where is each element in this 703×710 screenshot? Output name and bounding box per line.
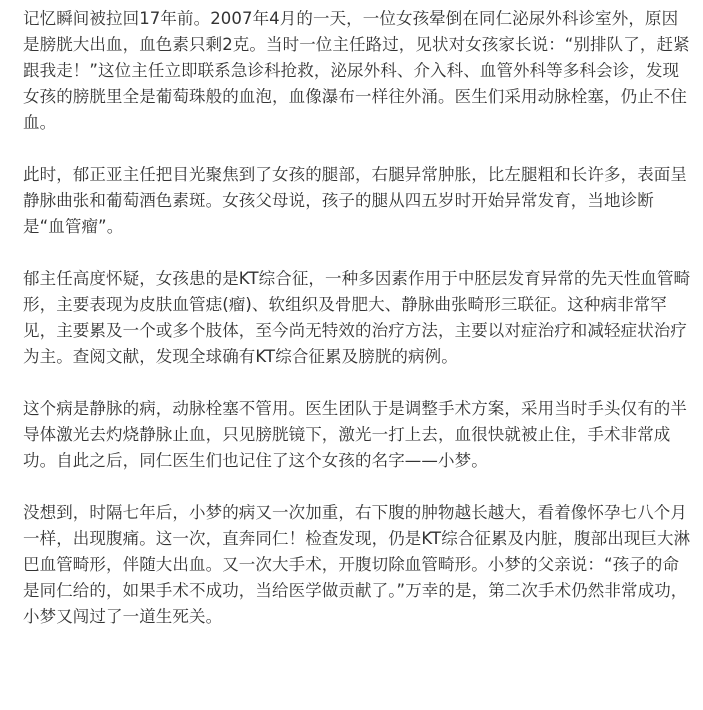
paragraph-flashback: 记忆瞬间被拉回17年前。2007年4月的一天，一位女孩晕倒在同仁泌尿外科诊室外，原因是膀胱大出血，血色素只剩2克。当时一位主任路过，见状对女孩家长说：“别排队了，赶紧跟我走！”这位主任立即联系急诊科抢救，泌尿外科、介入科、血管外科等多科会诊，发现女孩的膀胱里全是葡萄珠般的血泡，血像瀑布一样往外涌。医生们采用动脉栓塞，仍止不住血。 xyxy=(23,9,690,132)
article-body xyxy=(23,6,693,630)
paragraph-second-surgery: 没想到，时隔七年后，小梦的病又一次加重，右下腹的肿物越长越大，看着像怀孕七八个月一样，出现腹痛。这一次，直奔同仁！检查发现，仍是KT综合征累及内脏，腹部出现巨大淋巴血管畸形，伴随大出血。又一次大手术，开腹切除血管畸形。小梦的父亲说：“孩子的命是同仁给的，如果手术不成功，当给医学做贡献了。”万幸的是，第二次手术仍然非常成功，小梦又闯过了一道生死关。 xyxy=(23,503,691,626)
paragraph-kt-syndrome: 郁主任高度怀疑，女孩患的是KT综合征，一种多因素作用于中胚层发育异常的先天性血管畸形，主要表现为皮肤血管痣(瘤)、软组织及骨肥大、静脉曲张畸形三联征。这种病非常罕见，主要累及一个或多个肢体，至今尚无特效的治疗方法，主要以对症治疗和减轻症状治疗为主。查阅文献，发现全球确有KT综合征累及膀胱的病例。 xyxy=(23,269,691,366)
paragraph-first-surgery: 这个病是静脉的病，动脉栓塞不管用。医生团队于是调整手术方案，采用当时手头仅有的半导体激光去灼烧静脉止血，只见膀胱镜下，激光一打上去，血很快就被止住，手术非常成功。自此之后，同仁医生们也记住了这个女孩的名字——小梦。 xyxy=(23,399,687,470)
paragraph-diagnosis-focus: 此时，郁正亚主任把目光聚焦到了女孩的腿部，右腿异常肿胀，比左腿粗和长许多，表面呈静脉曲张和葡萄酒色素斑。女孩父母说，孩子的腿从四五岁时开始异常发育，当地诊断是“血管瘤”。 xyxy=(23,165,687,236)
